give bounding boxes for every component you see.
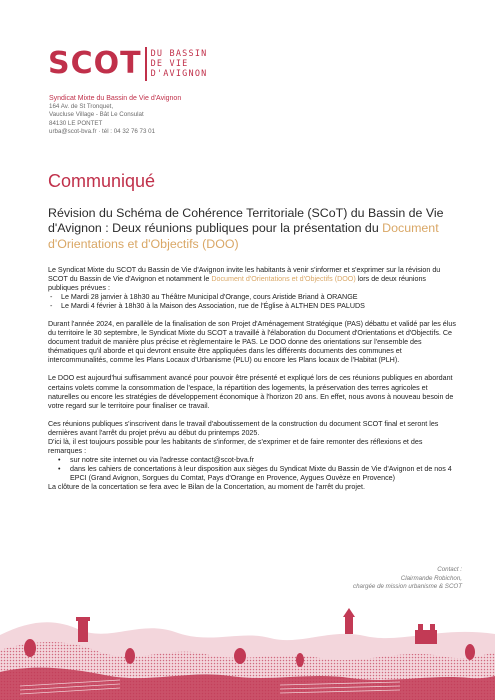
contact-role: chargée de mission urbanisme & SCOT [352, 583, 462, 591]
document-subtitle [48, 206, 453, 252]
subtitle-text: Révision du Schéma de Cohérence Territoriale (SCoT) du Bassin de Vie d'Avignon : Deux réunions publiques pour la présentation du [48, 206, 444, 236]
contact-block [353, 566, 462, 592]
contact-line: urba@scot-bva.fr · tél : 04 32 76 73 01 [49, 128, 156, 136]
page-title: Communiqué [48, 171, 156, 191]
paragraph-final-meetings: Ces réunions publiques s'inscrivent dans le travail d'aboutissement de la construction du document SCOT final et seront les dernières avant l'arrêt du projet prévu au début du printemps 2025. [48, 419, 439, 437]
logo-divider [145, 47, 147, 81]
intro-text-end: lors de deux réunions publiques prévues : [48, 275, 426, 293]
subtitle-highlight: Document d'Orientations et d'Objectifs (DOO) [48, 221, 439, 251]
organization-block [49, 94, 181, 137]
intro-paragraph [48, 266, 458, 293]
logo-tagline-line: DU BASSIN [150, 49, 208, 59]
organization-name: Syndicat Mixte du Bassin de Vie d'Avignon [49, 95, 182, 102]
logo-wordmark: SCOT [48, 46, 142, 81]
meetings-list [48, 293, 458, 311]
intro-text: Le Syndicat Mixte du SCOT du Bassin de Vie d'Avignon invite les habitants à venir s'informer et s'exprimer sur la révision du SCOT du Bassin de Vie d'Avignon et notamment le [48, 266, 441, 284]
paragraph-feedback: D'ici là, il est toujours possible pour les habitants de s'informer, de s'exprimer et de faire remonter des réflexions et des remarques : [48, 437, 423, 455]
meeting-item: - Le Mardi 4 février à 18h30 à la Maison des Association, rue de l'Église à ALTHEN DES PALUDS [48, 302, 458, 311]
logo-tagline-line: D'AVIGNON [150, 69, 208, 79]
paragraph-doo: Le DOO est aujourd'hui suffisamment avancé pour pouvoir être présenté et expliqué lors de ces réunions publiques en abordant certains volets comme la consommation de l'espace, la répartition des logements, la préservation des terres agricoles et naturelles ou encore les stratégies de développement économique à l'horizon 20 ans. En effet, nous avons à nouveau besoin de votre regard sur le territoire pour finaliser ce travail. [48, 374, 454, 410]
channel-item: • sur notre site internet ou via l'adresse contact@scot-bva.fr [48, 456, 458, 465]
channel-item: • dans les cahiers de concertations à leur disposition aux sièges du Syndicat Mixte du Bassin de Vie d'Avignon et de nos 4 EPCI (Grand Avignon, Sorgues du Comtat, Pays d'Orange en Provence, Aygues Ouvèze en Provence) [48, 465, 458, 483]
address-line: Vaucluse Village - Bât Le Consulat [49, 111, 144, 119]
logo-tagline [151, 49, 208, 79]
meeting-item: - Le Mardi 28 janvier à 18h30 au Théâtre Municipal d'Orange, cours Aristide Briand à ORANGE [48, 293, 458, 302]
contact-name: Clairmande Robichon, [400, 574, 462, 582]
channels-list [48, 456, 458, 483]
closing-paragraph: La clôture de la concertation se fera avec le Bilan de la Concertation, au moment de l'arrêt du projet. [48, 482, 365, 491]
landscape-illustration [0, 590, 495, 700]
contact-label: Contact : [437, 566, 462, 573]
logo-tagline-line: DE VIE [150, 59, 189, 69]
intro-highlight: Document d'Orientations et d'Objectifs (DOO) [211, 275, 356, 284]
scot-logo [48, 46, 207, 82]
address-line: 164 Av. de St Tronquet, [49, 103, 114, 110]
paragraph-context: Durant l'année 2024, en parallèle de la finalisation de son Projet d'Aménagement Stratégique (PAS) débattu et validé par les élus du territoire le 30 septembre, le Syndicat Mixte du SCOT a travaillé à l'élaboration du Document d'Orientations et d'Objectifs. Ce document traduit de manière plus précise et règlementaire le PAS. Le DOO donne des orientations sur l'ensemble des thématiques qu'il aborde et qui devront ensuite être appliquées dans les différents documents des communes et intercommunalités, comme les Plans Locaux d'Urbanisme (PLU) ou encore les Plans locaux de l'Habitat (PLH). [48, 320, 456, 365]
document-body [48, 266, 458, 492]
address-line: 84130 LE PONTET [49, 119, 103, 127]
